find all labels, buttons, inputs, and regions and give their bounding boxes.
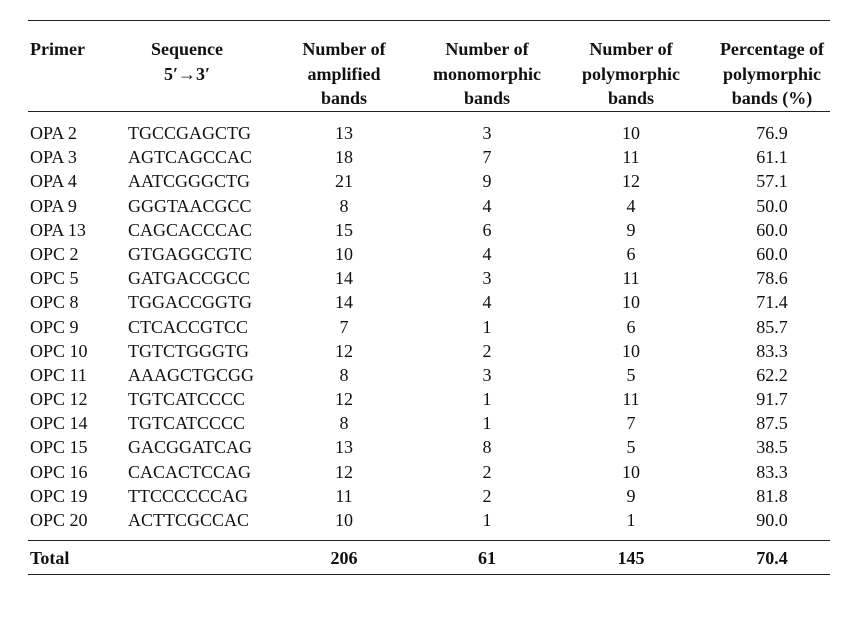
cell-percentage-polymorphic: 60.0 bbox=[756, 243, 788, 264]
cell-percentage-polymorphic: 81.8 bbox=[756, 485, 788, 506]
total-amplified: 206 bbox=[330, 548, 358, 568]
cell-amplified-bands: 8 bbox=[339, 413, 349, 434]
cell-amplified-bands: 13 bbox=[335, 123, 353, 143]
cell-primer: OPC 11 bbox=[30, 364, 87, 385]
table-row bbox=[0, 218, 860, 242]
header-sequence bbox=[128, 37, 246, 86]
header-percentage-line: bands (%) bbox=[731, 88, 813, 108]
table-row bbox=[0, 315, 860, 339]
cell-percentage-polymorphic: 57.1 bbox=[756, 171, 788, 192]
cell-primer: OPA 2 bbox=[30, 123, 77, 143]
cell-monomorphic-bands: 1 bbox=[482, 316, 492, 337]
cell-polymorphic-bands: 10 bbox=[622, 292, 640, 313]
cell-amplified-bands: 8 bbox=[339, 364, 349, 385]
cell-monomorphic-bands: 3 bbox=[482, 123, 492, 143]
cell-sequence: TGTCATCCCC bbox=[128, 389, 246, 410]
cell-primer: OPA 9 bbox=[30, 195, 77, 216]
header-percentage-line: polymorphic bbox=[722, 63, 821, 84]
total-polymorphic: 145 bbox=[617, 548, 645, 568]
cell-monomorphic-bands: 6 bbox=[482, 219, 492, 240]
header-amplified-line: amplified bbox=[307, 63, 381, 84]
cell-percentage-polymorphic: 85.7 bbox=[756, 316, 788, 337]
cell-percentage-polymorphic: 90.0 bbox=[756, 510, 788, 530]
cell-sequence: CACACTCCAG bbox=[128, 461, 252, 482]
header-percentage-line: Percentage of bbox=[719, 39, 825, 59]
table-row bbox=[0, 266, 860, 290]
cell-primer: OPA 13 bbox=[30, 219, 86, 240]
header-polymorphic-line: bands bbox=[607, 88, 655, 108]
cell-polymorphic-bands: 11 bbox=[622, 268, 640, 289]
cell-percentage-polymorphic: 83.3 bbox=[756, 461, 788, 482]
cell-monomorphic-bands: 7 bbox=[482, 147, 492, 168]
table-row bbox=[0, 145, 860, 169]
cell-polymorphic-bands: 6 bbox=[626, 243, 636, 264]
cell-polymorphic-bands: 1 bbox=[626, 510, 636, 530]
table-row bbox=[0, 121, 860, 145]
cell-primer: OPC 14 bbox=[30, 413, 88, 434]
table-row bbox=[0, 169, 860, 193]
cell-sequence: TGTCATCCCC bbox=[128, 413, 246, 434]
cell-primer: OPC 5 bbox=[30, 268, 79, 289]
table-top-rule bbox=[28, 20, 830, 21]
cell-primer: OPC 2 bbox=[30, 243, 79, 264]
cell-monomorphic-bands: 2 bbox=[482, 340, 492, 361]
table-row bbox=[0, 363, 860, 387]
cell-sequence: GATGACCGCC bbox=[128, 268, 251, 289]
cell-percentage-polymorphic: 78.6 bbox=[756, 268, 788, 289]
cell-amplified-bands: 21 bbox=[335, 171, 353, 192]
cell-amplified-bands: 11 bbox=[335, 485, 353, 506]
cell-polymorphic-bands: 7 bbox=[626, 413, 636, 434]
cell-monomorphic-bands: 2 bbox=[482, 461, 492, 482]
header-primer bbox=[30, 37, 85, 62]
header-primer-line: Primer bbox=[30, 39, 85, 59]
cell-percentage-polymorphic: 50.0 bbox=[756, 195, 788, 216]
cell-polymorphic-bands: 10 bbox=[622, 123, 640, 143]
cell-sequence: CAGCACCCAC bbox=[128, 219, 253, 240]
cell-amplified-bands: 12 bbox=[335, 389, 353, 410]
cell-polymorphic-bands: 11 bbox=[622, 147, 640, 168]
cell-sequence: GGGTAACGCC bbox=[128, 195, 252, 216]
cell-amplified-bands: 7 bbox=[339, 316, 349, 337]
cell-percentage-polymorphic: 71.4 bbox=[756, 292, 788, 313]
cell-monomorphic-bands: 4 bbox=[482, 243, 492, 264]
table-row bbox=[0, 435, 860, 459]
cell-monomorphic-bands: 1 bbox=[482, 413, 492, 434]
header-polymorphic-line: Number of bbox=[589, 39, 673, 59]
cell-sequence: CTCACCGTCC bbox=[128, 316, 249, 337]
cell-polymorphic-bands: 12 bbox=[622, 171, 640, 192]
total-row bbox=[0, 545, 860, 571]
header-polymorphic-line: polymorphic bbox=[581, 63, 680, 84]
cell-monomorphic-bands: 1 bbox=[482, 389, 492, 410]
cell-sequence: TGGACCGGTG bbox=[128, 292, 252, 313]
cell-polymorphic-bands: 9 bbox=[626, 485, 636, 506]
cell-percentage-polymorphic: 61.1 bbox=[756, 147, 788, 168]
table-row bbox=[0, 508, 860, 532]
cell-polymorphic-bands: 6 bbox=[626, 316, 636, 337]
header-amplified-line: bands bbox=[320, 88, 368, 108]
header-polymorphic-bands bbox=[569, 37, 693, 111]
cell-sequence: TGCCGAGCTG bbox=[128, 123, 252, 143]
cell-amplified-bands: 10 bbox=[335, 510, 353, 530]
cell-amplified-bands: 13 bbox=[335, 437, 353, 458]
table-row bbox=[0, 411, 860, 435]
cell-sequence: GACGGATCAG bbox=[128, 437, 253, 458]
cell-amplified-bands: 12 bbox=[335, 461, 353, 482]
table-row bbox=[0, 484, 860, 508]
cell-primer: OPC 12 bbox=[30, 389, 88, 410]
cell-monomorphic-bands: 3 bbox=[482, 364, 492, 385]
cell-monomorphic-bands: 9 bbox=[482, 171, 492, 192]
header-amplified-bands bbox=[289, 37, 399, 111]
cell-percentage-polymorphic: 62.2 bbox=[756, 364, 788, 385]
cell-amplified-bands: 14 bbox=[335, 292, 353, 313]
header-amplified-line: Number of bbox=[302, 39, 386, 59]
table-row bbox=[0, 194, 860, 218]
cell-monomorphic-bands: 1 bbox=[482, 510, 492, 530]
cell-primer: OPC 16 bbox=[30, 461, 88, 482]
cell-amplified-bands: 8 bbox=[339, 195, 349, 216]
cell-monomorphic-bands: 8 bbox=[482, 437, 492, 458]
cell-monomorphic-bands: 3 bbox=[482, 268, 492, 289]
total-label: Total bbox=[30, 548, 70, 568]
cell-sequence: TTCCCCCCAG bbox=[128, 485, 249, 506]
table-row bbox=[0, 387, 860, 411]
cell-polymorphic-bands: 10 bbox=[622, 461, 640, 482]
cell-percentage-polymorphic: 60.0 bbox=[756, 219, 788, 240]
cell-sequence: AATCGGGCTG bbox=[128, 171, 251, 192]
cell-polymorphic-bands: 11 bbox=[622, 389, 640, 410]
cell-primer: OPC 15 bbox=[30, 437, 88, 458]
cell-polymorphic-bands: 5 bbox=[626, 437, 636, 458]
table-body bbox=[0, 121, 860, 532]
cell-polymorphic-bands: 9 bbox=[626, 219, 636, 240]
header-sequence-line: Sequence bbox=[151, 39, 223, 59]
cell-polymorphic-bands: 10 bbox=[622, 340, 640, 361]
table-row bbox=[0, 290, 860, 314]
cell-percentage-polymorphic: 91.7 bbox=[756, 389, 788, 410]
cell-monomorphic-bands: 4 bbox=[482, 292, 492, 313]
table-bottom-rule bbox=[28, 574, 830, 575]
cell-primer: OPC 10 bbox=[30, 340, 88, 361]
cell-amplified-bands: 15 bbox=[335, 219, 353, 240]
cell-primer: OPC 20 bbox=[30, 510, 88, 530]
table-row bbox=[0, 460, 860, 484]
cell-sequence: GTGAGGCGTC bbox=[128, 243, 252, 264]
table-row bbox=[0, 339, 860, 363]
cell-monomorphic-bands: 2 bbox=[482, 485, 492, 506]
cell-sequence: TGTCTGGGTG bbox=[128, 340, 249, 361]
cell-sequence: AAAGCTGCGG bbox=[128, 364, 254, 385]
cell-primer: OPC 8 bbox=[30, 292, 79, 313]
cell-primer: OPC 19 bbox=[30, 485, 88, 506]
total-monomorphic: 61 bbox=[478, 548, 496, 568]
cell-primer: OPA 3 bbox=[30, 147, 77, 168]
cell-amplified-bands: 12 bbox=[335, 340, 353, 361]
cell-polymorphic-bands: 4 bbox=[626, 195, 636, 216]
total-percentage: 70.4 bbox=[756, 548, 788, 568]
cell-amplified-bands: 10 bbox=[335, 243, 353, 264]
cell-percentage-polymorphic: 87.5 bbox=[756, 413, 788, 434]
cell-amplified-bands: 18 bbox=[335, 147, 353, 168]
table-row bbox=[0, 242, 860, 266]
header-monomorphic-bands bbox=[425, 37, 549, 111]
cell-primer: OPC 9 bbox=[30, 316, 79, 337]
header-monomorphic-line: Number of bbox=[445, 39, 529, 59]
cell-primer: OPA 4 bbox=[30, 171, 77, 192]
header-monomorphic-line: bands bbox=[463, 88, 511, 108]
header-separator-rule bbox=[28, 111, 830, 112]
cell-sequence: AGTCAGCCAC bbox=[128, 147, 253, 168]
header-sequence-direction: 5′→3′ bbox=[163, 63, 211, 84]
cell-monomorphic-bands: 4 bbox=[482, 195, 492, 216]
cell-percentage-polymorphic: 38.5 bbox=[756, 437, 788, 458]
header-monomorphic-line: monomorphic bbox=[433, 63, 541, 84]
cell-sequence: ACTTCGCCAC bbox=[128, 510, 250, 530]
cell-percentage-polymorphic: 76.9 bbox=[756, 123, 788, 143]
cell-polymorphic-bands: 5 bbox=[626, 364, 636, 385]
cell-amplified-bands: 14 bbox=[335, 268, 353, 289]
header-percentage-polymorphic bbox=[703, 37, 841, 111]
total-separator-rule bbox=[28, 540, 830, 541]
cell-percentage-polymorphic: 83.3 bbox=[756, 340, 788, 361]
